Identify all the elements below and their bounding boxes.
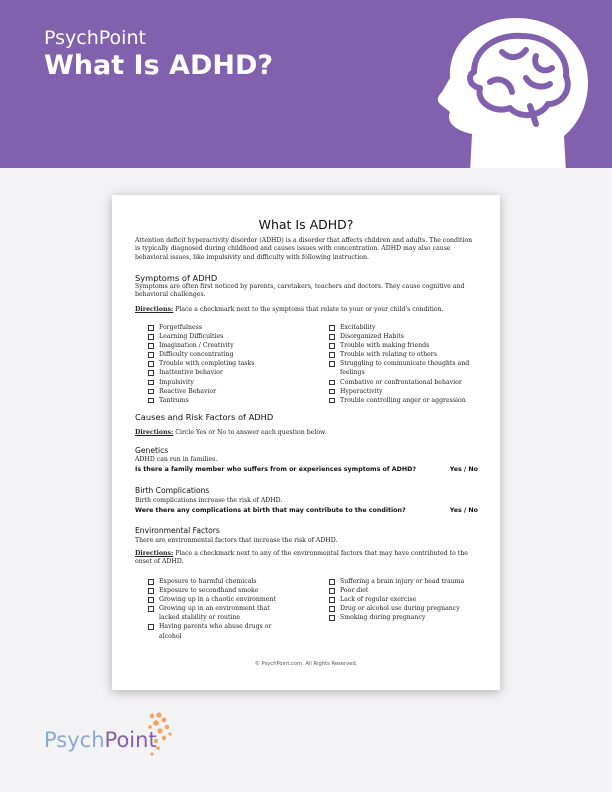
checklist-item-label: Inattentive behavior (159, 369, 223, 377)
yes-no-answer: Yes / No (449, 507, 478, 514)
checklist-item (329, 604, 479, 613)
symptoms-directions (135, 306, 478, 314)
logo-part-psych: Psych (44, 728, 105, 752)
symptoms-checklist-right (329, 323, 479, 405)
checklist-item-label: Learning Difficulties (159, 333, 224, 341)
question-text: Is there a family member who suffers from or experiences symptoms of ADHD? (135, 466, 417, 473)
checkbox-icon[interactable] (148, 588, 154, 594)
directions-label: Directions: (135, 306, 174, 313)
checkbox-icon[interactable] (148, 352, 154, 358)
checklist-item (329, 350, 479, 359)
causes-heading: Causes and Risk Factors of ADHD (135, 412, 274, 422)
checklist-item (148, 604, 290, 622)
checklist-item-label: Impulsivity (159, 378, 194, 386)
checklist-item-label: Hyperactivity (340, 387, 383, 395)
symptoms-checklist-left (148, 323, 318, 405)
worksheet-preview (112, 195, 500, 690)
checklist-item-label: Suffering a brain injury or head trauma (340, 578, 465, 585)
header-banner (0, 0, 612, 168)
checklist-item-label: Difficulty concentrating (159, 351, 234, 359)
checklist-item-label: Poor diet (340, 587, 369, 595)
checklist-item (148, 368, 318, 377)
checkbox-icon[interactable] (329, 579, 335, 585)
checkbox-icon[interactable] (329, 334, 335, 340)
checkbox-icon[interactable] (148, 624, 154, 630)
checklist-item-label: Struggling to communicate thoughts and feelings (340, 360, 470, 377)
checkbox-icon[interactable] (329, 343, 335, 349)
checklist-item-label: Smoking during pregnancy (340, 614, 426, 622)
checklist-item (329, 595, 479, 604)
head-brain-icon (432, 12, 612, 168)
checkbox-icon[interactable] (329, 606, 335, 612)
checkbox-icon[interactable] (148, 606, 154, 612)
checkbox-icon[interactable] (329, 380, 335, 386)
checkbox-icon[interactable] (148, 579, 154, 585)
checklist-item (148, 595, 290, 604)
worksheet-title: What Is ADHD? (258, 217, 354, 232)
genetics-question (135, 466, 478, 473)
checklist-item (148, 396, 318, 405)
checklist-item (329, 396, 479, 405)
symptoms-text: Symptoms are often first noticed by parents, caretakers, teachers and doctors. They cause cognitive and behavioral challenges. (135, 283, 465, 299)
checkbox-icon[interactable] (148, 361, 154, 367)
logo-wordmark (44, 728, 157, 752)
copyright-notice: © PsychPoint.com. All Rights Reserved. (254, 661, 358, 667)
checklist-item (329, 586, 479, 595)
checklist-item (329, 613, 479, 622)
checklist-item (329, 323, 479, 332)
checkbox-icon[interactable] (329, 597, 335, 603)
checkbox-icon[interactable] (148, 334, 154, 340)
checkbox-icon[interactable] (329, 325, 335, 331)
environment-heading: Environmental Factors (135, 526, 220, 535)
directions-text: Place a checkmark next to the symptoms that relate to your or your child's condition. (173, 306, 444, 313)
checkbox-icon[interactable] (148, 325, 154, 331)
logo-part-point: Point (104, 728, 157, 752)
environment-checklist-right (329, 577, 479, 622)
intro-paragraph: Attention deficit hyperactivity disorder (ADHD) is a disorder that affects children and adults. The condition is typically diagnosed during childhood and causes issues with concentration. ADHD may also cause behavioral issues, like impulsivity and difficulty with following instruction. (135, 237, 473, 261)
checklist-item-label: Trouble with relating to others (340, 351, 437, 359)
brand-name: PsychPoint (44, 27, 146, 49)
checklist-item-label: Reactive Behavior (159, 387, 217, 395)
checklist-item-label: Disorganized Habits (340, 333, 404, 341)
checklist-item-label: Having parents who abuse drugs or alcohol (159, 623, 272, 640)
checkbox-icon[interactable] (148, 389, 154, 395)
checklist-item (329, 378, 479, 387)
checklist-item-label: Trouble with completing tasks (159, 360, 255, 368)
checklist-item-label: Tantrums (159, 396, 189, 404)
checkbox-icon[interactable] (329, 361, 335, 367)
checklist-item (329, 341, 479, 350)
birth-text: Birth complications increase the risk of ADHD. (135, 497, 283, 504)
checklist-item-label: Lack of regular exercise (340, 596, 417, 604)
checkbox-icon[interactable] (329, 398, 335, 404)
checklist-item (148, 622, 290, 640)
checklist-item (148, 586, 290, 595)
checklist-item-label: Growing up in a chaotic environment (159, 596, 276, 604)
directions-text: Circle Yes or No to answer each question below. (173, 429, 327, 436)
birth-heading: Birth Complications (135, 486, 210, 495)
checkbox-icon[interactable] (148, 343, 154, 349)
page-title: What Is ADHD? (44, 50, 274, 81)
checklist-item-label: Growing up in an environment that lacked stability or routine (159, 605, 270, 622)
checklist-item (329, 332, 479, 341)
checklist-item-label: Trouble with making friends (340, 342, 430, 350)
checklist-item (148, 332, 318, 341)
checklist-item-label: Excitability (340, 324, 376, 331)
checklist-item-label: Exposure to secondhand smoke (159, 587, 259, 595)
checklist-item-label: Exposure to harmful chemicals (159, 578, 257, 585)
checkbox-icon[interactable] (148, 380, 154, 386)
checklist-item (148, 359, 318, 368)
genetics-heading: Genetics (135, 446, 169, 455)
checklist-item (329, 359, 479, 377)
causes-directions (135, 429, 478, 437)
environment-text: There are environmental factors that increase the risk of ADHD. (135, 537, 338, 544)
checkbox-icon[interactable] (148, 597, 154, 603)
checklist-item-label: Forgetfulness (159, 324, 202, 331)
directions-text: Place a checkmark next to any of the environmental factors that may have contributed to the onset of ADHD. (135, 550, 468, 566)
symptoms-heading: Symptoms of ADHD (135, 273, 218, 283)
checkbox-icon[interactable] (148, 370, 154, 376)
yes-no-answer: Yes / No (449, 466, 478, 473)
question-text: Were there any complications at birth that may contribute to the condition? (135, 507, 406, 514)
checklist-item (148, 350, 318, 359)
checklist-item (329, 577, 479, 586)
checklist-item-label: Trouble controlling anger or aggression (340, 396, 466, 404)
directions-label: Directions: (135, 550, 174, 557)
genetics-text: ADHD can run in families. (135, 456, 218, 463)
environment-directions (135, 550, 478, 567)
checklist-item (148, 577, 290, 586)
directions-label: Directions: (135, 429, 174, 436)
checklist-item (329, 387, 479, 396)
checklist-item (148, 387, 318, 396)
birth-question (135, 507, 478, 514)
checkbox-icon[interactable] (148, 398, 154, 404)
checklist-item-label: Combative or confrontational behavior (340, 378, 462, 386)
checkbox-icon[interactable] (329, 352, 335, 358)
checklist-item-label: Drug or alcohol use during pregnancy (340, 605, 460, 613)
checklist-item (148, 323, 318, 332)
checklist-item (148, 341, 318, 350)
checklist-item-label: Imagination / Creativity (159, 342, 234, 350)
checkbox-icon[interactable] (329, 389, 335, 395)
checkbox-icon[interactable] (329, 615, 335, 621)
checkbox-icon[interactable] (329, 588, 335, 594)
environment-checklist-left (148, 577, 290, 641)
checklist-item (148, 378, 318, 387)
